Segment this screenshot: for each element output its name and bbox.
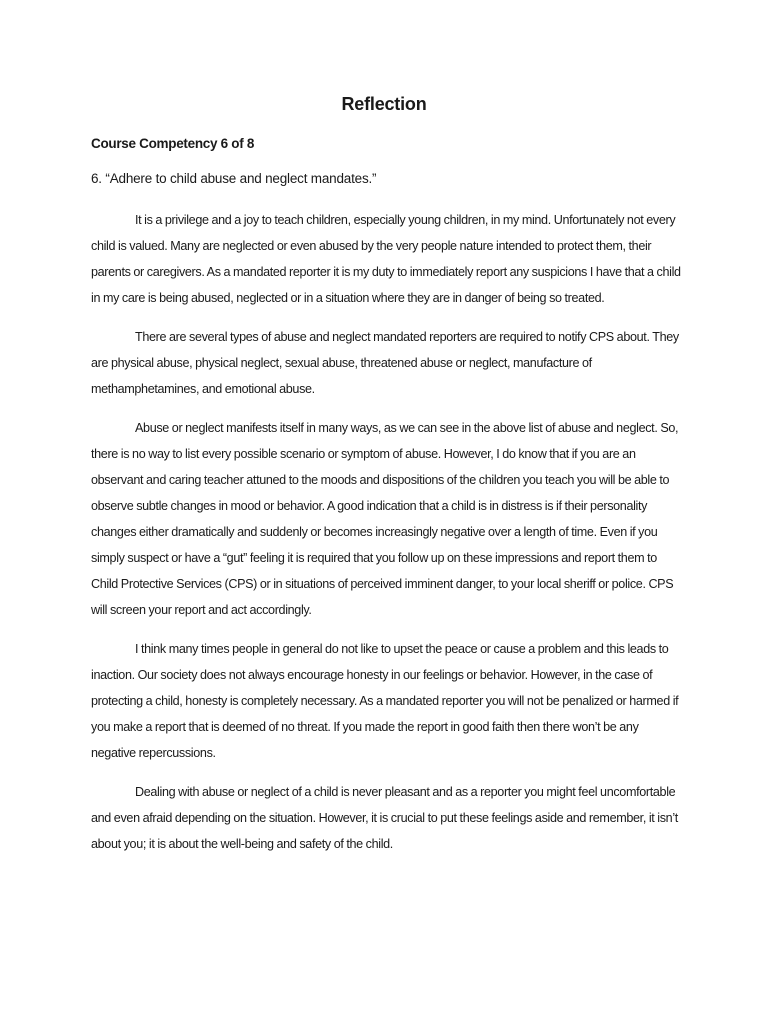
body-paragraph: I think many times people in general do not like to upset the peace or cause a problem and this leads to inaction. Our society does not always encourage honesty in our feelings or behavior. However, in the case of protecting a child, honesty is completely necessary. As a mandated reporter you will not be penalized or harmed if you make a report that is deemed of no threat. If you made the report in good faith then there won’t be any negative repercussions. <box>91 642 679 760</box>
document-title: Reflection <box>341 94 427 114</box>
body-paragraph: There are several types of abuse and neglect mandated reporters are required to notify CPS about. They are physical abuse, physical neglect, sexual abuse, threatened abuse or neglect, manufacture of methamphetamines, and emotional abuse. <box>91 330 679 396</box>
course-competency-heading: Course Competency 6 of 8 <box>91 136 255 151</box>
competency-mandate: 6. “Adhere to child abuse and neglect mandates.” <box>91 171 377 186</box>
body-paragraph: Dealing with abuse or neglect of a child is never pleasant and as a reporter you might feel uncomfortable and even afraid depending on the situation. However, it is crucial to put these feelings aside and remember, it isn’t about you; it is about the well-being and safety of the child. <box>91 785 678 851</box>
body-paragraph: Abuse or neglect manifests itself in many ways, as we can see in the above list of abuse and neglect. So, there is no way to list every possible scenario or symptom of abuse. However, I do know that if you are an observant and caring teacher attuned to the moods and dispositions of the children you teach you will be able to observe subtle changes in mood or behavior. A good indication that a child is in distress is if their personality changes either dramatically and suddenly or becomes increasingly negative over a length of time. Even if you simply suspect or have a “gut” feeling it is required that you follow up on these impressions and report them to Child Protective Services (CPS) or in situations of perceived imminent danger, to your local sheriff or police. CPS will screen your report and act accordingly. <box>91 421 679 617</box>
document-body <box>91 207 681 870</box>
body-paragraph: It is a privilege and a joy to teach children, especially young children, in my mind. Unfortunately not every child is valued. Many are neglected or even abused by the very people nature intended to protect them, their parents or caregivers. As a mandated reporter it is my duty to immediately report any suspicions I have that a child in my care is being abused, neglected or in a situation where they are in danger of being so treated. <box>91 213 681 305</box>
